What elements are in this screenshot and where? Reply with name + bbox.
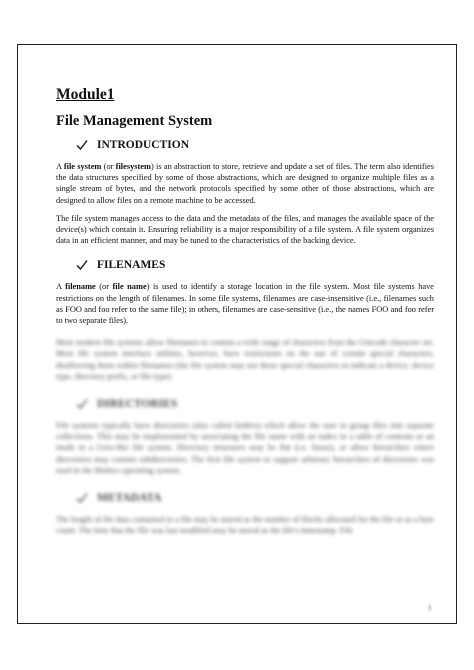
document-body xyxy=(56,86,434,543)
section-heading-filenames xyxy=(76,257,434,273)
filenames-paragraph-1: A filename (or file name) is used to identify a storage location in the file system. Most file systems have restrictions on the length of filenames. In some file systems, filenames are case-insensitive (i.e., filenames such as FOO and foo refer to the same file); in others, filenames are case-sensitive (i.e., the names FOO and foo refer to two separate files). xyxy=(56,282,435,326)
checkmark-icon xyxy=(76,139,88,151)
section-heading-label: FILENAMES xyxy=(97,259,166,272)
section-heading-directories xyxy=(76,396,434,412)
section-heading-label: INTRODUCTION xyxy=(97,139,190,151)
section-heading-label: DIRECTORIES xyxy=(97,398,178,411)
intro-paragraph-2: The file system manages access to the data and the metadata of the files, and manages the available space of the device(s) which contain it. Ensuring reliability is a major responsibility of a file system. A file system organizes data in an efficient manner, and may be tuned to the characteristics of the backing device. xyxy=(56,213,434,246)
section-heading-introduction xyxy=(76,137,434,153)
filenames-paragraph-2: Most modern file systems allow filenames to contain a wide range of characters from the Unicode character set. Most file system interface utilities, however, have restrictions on the use of certain special characters, disallowing them within filenames (the file system may use these special characters to indicate a device, device type, directory prefix, or file type). xyxy=(56,338,434,381)
section-heading-label: METADATA xyxy=(97,492,162,505)
module-title: Module1 xyxy=(56,86,115,103)
section-heading-metadata xyxy=(76,490,434,506)
checkmark-icon xyxy=(76,492,88,504)
blurred-preview xyxy=(56,337,434,536)
directories-paragraph: File systems typically have directories (also called folders) which allow the user to group files into separate collections. This may be implemented by associating the file name with an index in a table of contents or an inode in a Unix-like file system. Directory structures may be flat (i.e. linear), or allow hierarchies where directories may contain subdirectories. The first file system to support arbitrary hierarchies of directories was used in the Multics operating system. xyxy=(56,421,434,475)
intro-paragraph-1: A file system (or filesystem) is an abstraction to store, retrieve and update a set of files. The term also identifies the data structures specified by some of those abstractions, which are designed to organize multiple files as a single stream of bytes, and the network protocols specified by some other of those abstractions, which are designed to allow files on a remote machine to be accessed. xyxy=(56,162,435,205)
document-title: File Management System xyxy=(56,113,213,129)
checkmark-icon xyxy=(76,259,88,271)
checkmark-icon xyxy=(76,398,88,410)
page-number: 1 xyxy=(428,604,432,612)
metadata-paragraph: The length of the data contained in a file may be stored as the number of blocks allocated for the file or as a byte count. The time that the file was last modified may be stored as the file's timestamp. File xyxy=(56,515,434,536)
